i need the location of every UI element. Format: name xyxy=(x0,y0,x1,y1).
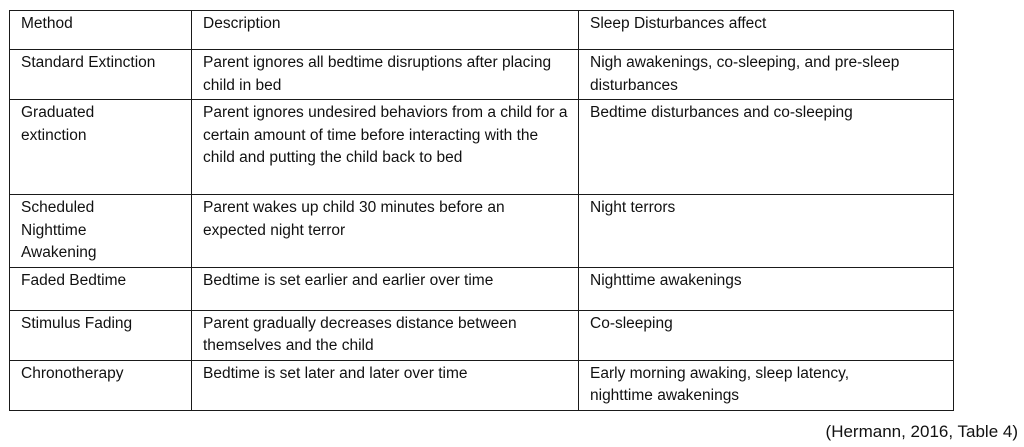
column-header-description: Description xyxy=(192,11,579,50)
affect-cell: Nigh awakenings, co-sleeping, and pre-sleep disturbances xyxy=(579,50,954,100)
method-cell: Stimulus Fading xyxy=(10,310,192,360)
method-cell: Chronotherapy xyxy=(10,360,192,410)
affect-cell: Bedtime disturbances and co-sleeping xyxy=(579,100,954,195)
citation: (Hermann, 2016, Table 4) xyxy=(825,422,1018,441)
table-row xyxy=(10,310,954,360)
method-cell: Graduated extinction xyxy=(10,100,192,195)
affect-cell: Night terrors xyxy=(579,195,954,268)
table-row xyxy=(10,100,954,195)
column-header-affect: Sleep Disturbances affect xyxy=(579,11,954,50)
description-cell: Parent ignores undesired behaviors from a child for a certain amount of time before interacting with the child and putting the child back to bed xyxy=(192,100,579,195)
column-header-method: Method xyxy=(10,11,192,50)
method-cell: Faded Bedtime xyxy=(10,267,192,310)
table-row xyxy=(10,360,954,410)
table-row xyxy=(10,267,954,310)
sleep-methods-table xyxy=(9,10,954,411)
affect-cell: Co-sleeping xyxy=(579,310,954,360)
description-cell: Parent ignores all bedtime disruptions after placing child in bed xyxy=(192,50,579,100)
description-cell: Bedtime is set earlier and earlier over time xyxy=(192,267,579,310)
table-header-row xyxy=(10,11,954,50)
method-cell: Standard Extinction xyxy=(10,50,192,100)
table-row xyxy=(10,195,954,268)
description-cell: Parent wakes up child 30 minutes before an expected night terror xyxy=(192,195,579,268)
description-cell: Parent gradually decreases distance between themselves and the child xyxy=(192,310,579,360)
affect-cell: Nighttime awakenings xyxy=(579,267,954,310)
method-cell: Scheduled Nighttime Awakening xyxy=(10,195,192,268)
description-cell: Bedtime is set later and later over time xyxy=(192,360,579,410)
table-row xyxy=(10,50,954,100)
affect-cell: Early morning awaking, sleep latency, nighttime awakenings xyxy=(579,360,954,410)
